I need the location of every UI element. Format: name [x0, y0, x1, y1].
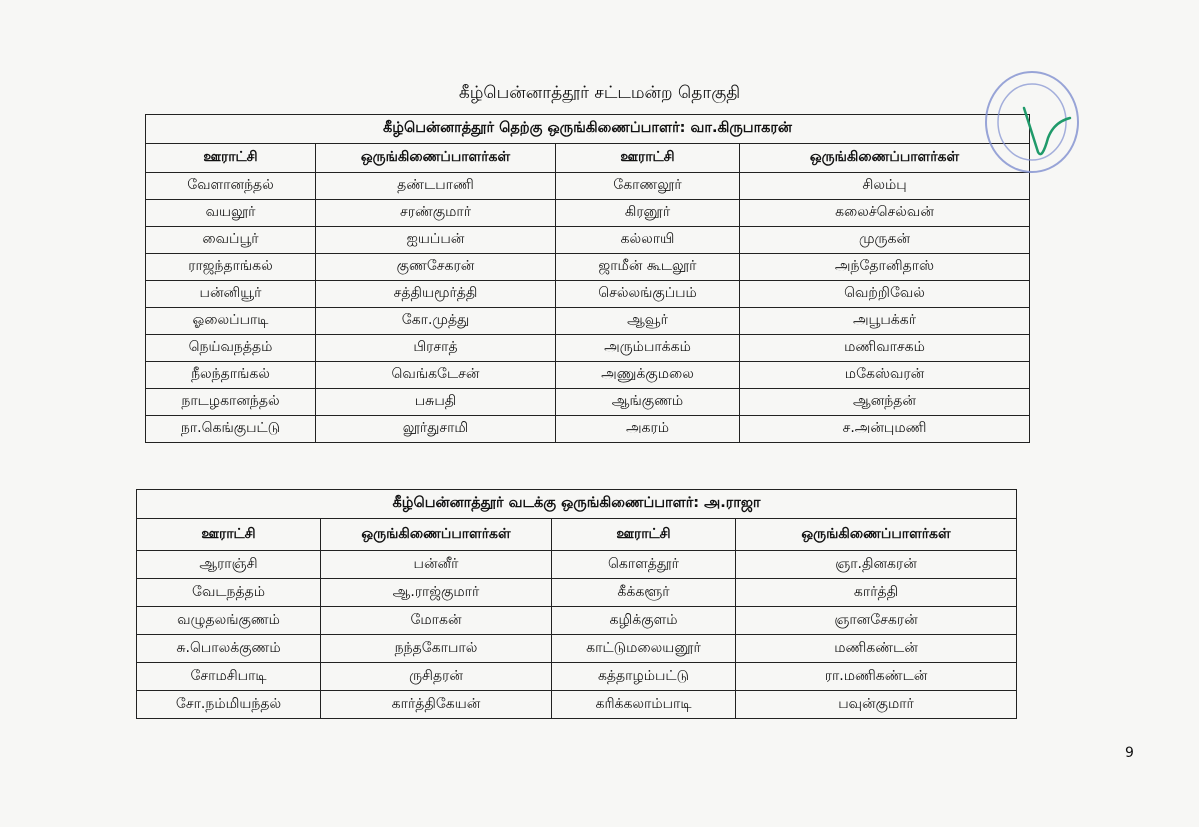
- table-caption: கீழ்பென்னாத்தூர் தெற்கு ஒருங்கிணைப்பாளர்: வா.கிருபாகரன்: [146, 115, 1030, 144]
- panchayat-cell: ஆராஞ்சி: [137, 551, 321, 579]
- page-number: 9: [1125, 745, 1134, 761]
- panchayat-cell: பன்னியூர்: [146, 281, 316, 308]
- panchayat-cell: கல்லாயி: [556, 227, 740, 254]
- panchayat-cell: கோணலூர்: [556, 173, 740, 200]
- table-row: [137, 607, 1017, 635]
- panchayat-cell: நெய்வநத்தம்: [146, 335, 316, 362]
- panchayat-cell: சோமசிபாடி: [137, 663, 321, 691]
- coordinator-cell: கார்த்தி: [736, 579, 1017, 607]
- panchayat-cell: வழுதலங்குணம்: [137, 607, 321, 635]
- coordinator-cell: ஆனந்தன்: [740, 389, 1030, 416]
- panchayat-cell: ஆவூர்: [556, 308, 740, 335]
- panchayat-cell: அரும்பாக்கம்: [556, 335, 740, 362]
- table-row: [146, 173, 1030, 200]
- table-row: [146, 281, 1030, 308]
- panchayat-cell: சோ.நம்மியந்தல்: [137, 691, 321, 719]
- panchayat-cell: சு.பொலக்குணம்: [137, 635, 321, 663]
- coordinator-cell: சத்தியமூர்த்தி: [316, 281, 556, 308]
- coordinator-cell: ஞானசேகரன்: [736, 607, 1017, 635]
- column-header-panchayat: ஊராட்சி: [556, 144, 740, 173]
- seal-outer-ring: [986, 72, 1078, 172]
- coordinator-cell: ஐயப்பன்: [316, 227, 556, 254]
- panchayat-cell: ஜாமீன் கூடலூர்: [556, 254, 740, 281]
- coordinator-cell: தண்டபாணி: [316, 173, 556, 200]
- panchayat-cell: நாடழகானந்தல்: [146, 389, 316, 416]
- panchayat-cell: கரிக்கலாம்பாடி: [552, 691, 736, 719]
- panchayat-cell: நா.கெங்குபட்டு: [146, 416, 316, 443]
- table-row: [137, 663, 1017, 691]
- coordinator-cell: அந்தோனிதாஸ்: [740, 254, 1030, 281]
- panchayat-cell: வேளானந்தல்: [146, 173, 316, 200]
- column-header-coordinators: ஒருங்கிணைப்பாளர்கள்: [740, 144, 1030, 173]
- coordinator-cell: ச.அன்புமணி: [740, 416, 1030, 443]
- panchayat-cell: ஓலைப்பாடி: [146, 308, 316, 335]
- table-row: [146, 335, 1030, 362]
- coordinator-cell: கலைச்செல்வன்: [740, 200, 1030, 227]
- coordinator-cell: மணிவாசகம்: [740, 335, 1030, 362]
- coordinator-cell: கோ.முத்து: [316, 308, 556, 335]
- panchayat-cell: நீலந்தாங்கல்: [146, 362, 316, 389]
- coordinator-cell: பசுபதி: [316, 389, 556, 416]
- seal-inner-ring: [998, 84, 1066, 160]
- panchayat-cell: ஆங்குணம்: [556, 389, 740, 416]
- panchayat-cell: வேடநத்தம்: [137, 579, 321, 607]
- panchayat-cell: செல்லங்குப்பம்: [556, 281, 740, 308]
- table-caption: கீழ்பென்னாத்தூர் வடக்கு ஒருங்கிணைப்பாளர்: அ.ராஜா: [137, 490, 1017, 519]
- table-row: [146, 389, 1030, 416]
- table-row: [146, 362, 1030, 389]
- panchayat-cell: வைப்பூர்: [146, 227, 316, 254]
- panchayat-cell: அகரம்: [556, 416, 740, 443]
- coordinator-cell: வெங்கடேசன்: [316, 362, 556, 389]
- coordinator-cell: ரா.மணிகண்டன்: [736, 663, 1017, 691]
- document-title: கீழ்பென்னாத்தூர் சட்டமன்ற தொகுதி: [458, 83, 741, 103]
- coordinator-cell: சரண்குமார்: [316, 200, 556, 227]
- table-row: [146, 308, 1030, 335]
- table-row: [146, 200, 1030, 227]
- table-row: [146, 227, 1030, 254]
- coordinator-cell: ஞா.தினகரன்: [736, 551, 1017, 579]
- coordinator-cell: முருகன்: [740, 227, 1030, 254]
- signature-mark: [1024, 108, 1070, 154]
- table-row: [137, 691, 1017, 719]
- coordinator-cell: சிலம்பு: [740, 173, 1030, 200]
- column-header-panchayat: ஊராட்சி: [137, 519, 321, 551]
- coordinator-cell: பிரசாத்: [316, 335, 556, 362]
- coordinator-cell: பவுன்குமார்: [736, 691, 1017, 719]
- panchayat-cell: அணுக்குமலை: [556, 362, 740, 389]
- official-seal: [982, 68, 1082, 176]
- coordinator-cell: பன்னீர்: [321, 551, 552, 579]
- coordinator-cell: லூர்துசாமி: [316, 416, 556, 443]
- panchayat-cell: கழிக்குளம்: [552, 607, 736, 635]
- table-row: [137, 579, 1017, 607]
- table-row: [137, 551, 1017, 579]
- panchayat-cell: கீக்களூர்: [552, 579, 736, 607]
- table-row: [146, 416, 1030, 443]
- coordinator-cell: குணசேகரன்: [316, 254, 556, 281]
- column-header-coordinators: ஒருங்கிணைப்பாளர்கள்: [321, 519, 552, 551]
- panchayat-cell: கத்தாழம்பட்டு: [552, 663, 736, 691]
- panchayat-cell: காட்டுமலையனூர்: [552, 635, 736, 663]
- panchayat-cell: ராஜந்தாங்கல்: [146, 254, 316, 281]
- coordinator-cell: அபூபக்கர்: [740, 308, 1030, 335]
- column-header-panchayat: ஊராட்சி: [146, 144, 316, 173]
- north-coordinators-table: [136, 489, 1017, 719]
- panchayat-cell: வயலூர்: [146, 200, 316, 227]
- coordinator-cell: கார்த்திகேயன்: [321, 691, 552, 719]
- column-header-coordinators: ஒருங்கிணைப்பாளர்கள்: [316, 144, 556, 173]
- coordinator-cell: மகேஸ்வரன்: [740, 362, 1030, 389]
- table-row: [146, 254, 1030, 281]
- coordinator-cell: ருசிதரன்: [321, 663, 552, 691]
- coordinator-cell: நந்தகோபால்: [321, 635, 552, 663]
- column-header-panchayat: ஊராட்சி: [552, 519, 736, 551]
- coordinator-cell: ஆ.ராஜ்குமார்: [321, 579, 552, 607]
- panchayat-cell: கொளத்தூர்: [552, 551, 736, 579]
- south-coordinators-table: [145, 114, 1030, 443]
- coordinator-cell: மணிகண்டன்: [736, 635, 1017, 663]
- column-header-coordinators: ஒருங்கிணைப்பாளர்கள்: [736, 519, 1017, 551]
- coordinator-cell: வெற்றிவேல்: [740, 281, 1030, 308]
- table-row: [137, 635, 1017, 663]
- coordinator-cell: மோகன்: [321, 607, 552, 635]
- panchayat-cell: கிரனூர்: [556, 200, 740, 227]
